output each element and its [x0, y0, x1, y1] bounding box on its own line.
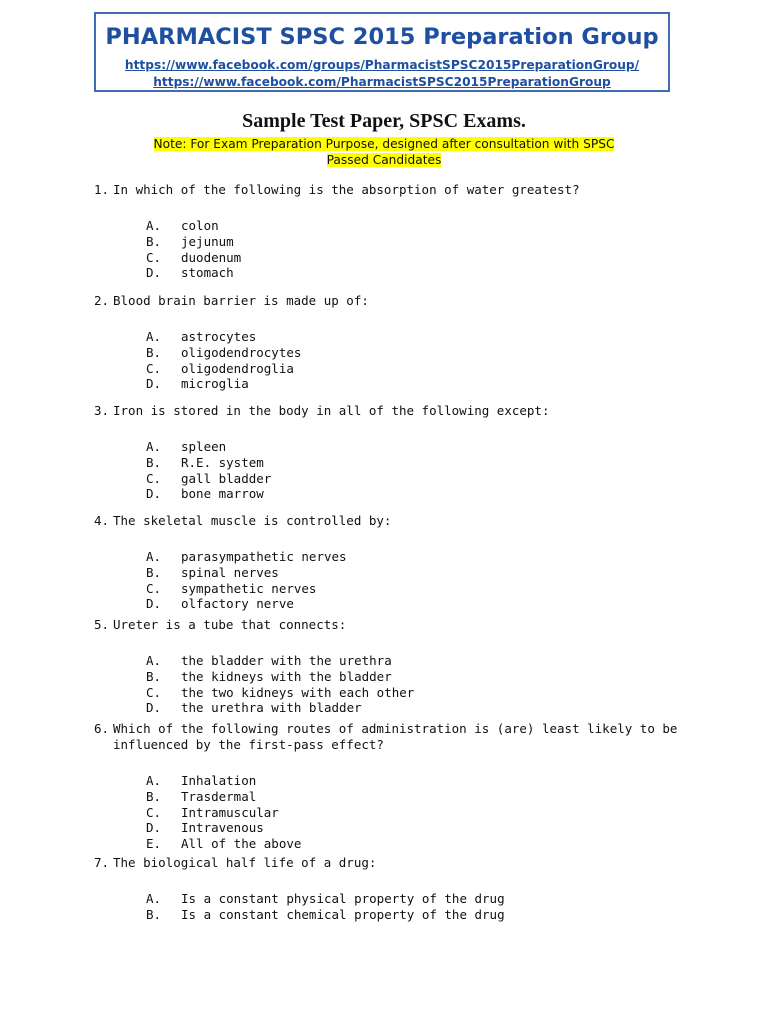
question-number: 2. [94, 293, 110, 308]
option-letter: B. [146, 906, 162, 922]
option-text: oligodendroglia [181, 360, 294, 376]
option-letter: A. [146, 439, 162, 454]
option-text: stomach [181, 265, 234, 281]
option-text: Intramuscular [181, 804, 279, 820]
option-text: colon [181, 218, 219, 233]
facebook-page-link[interactable]: https://www.facebook.com/PharmacistSPSC2015PreparationGroup [153, 75, 611, 89]
option-text: Is a constant physical property of the drug [181, 891, 505, 906]
option-text: R.E. system [181, 454, 264, 470]
note [100, 136, 668, 168]
option-letter: A. [146, 773, 162, 788]
question-number: 4. [94, 513, 110, 528]
option-letter: C. [146, 580, 162, 596]
option-letter: A. [146, 891, 162, 906]
option-text: Trasdermal [181, 788, 257, 804]
question-text: Iron is stored in the body in all of the following except: [113, 403, 550, 418]
option-letter: C. [146, 360, 162, 376]
option-letter: E. [146, 836, 162, 852]
option-text: spleen [181, 439, 227, 454]
option-letter: A. [146, 653, 162, 668]
question-number: 5. [94, 617, 110, 632]
question-number: 6. [94, 721, 110, 736]
option-text: jejunum [181, 233, 234, 249]
option-text: microglia [181, 376, 249, 392]
option-letter: D. [146, 820, 162, 836]
option-text: astrocytes [181, 329, 257, 344]
option-text: Intravenous [181, 820, 264, 836]
option-letter: B. [146, 344, 162, 360]
option-letter: D. [146, 265, 162, 281]
header-title: PHARMACIST SPSC 2015 Preparation Group [105, 24, 659, 50]
question-text: Ureter is a tube that connects: [113, 617, 347, 632]
option-letter: B. [146, 564, 162, 580]
question-text: In which of the following is the absorption of water greatest? [113, 182, 580, 197]
option-letter: C. [146, 804, 162, 820]
option-text: the urethra with bladder [181, 700, 362, 716]
facebook-group-link[interactable]: https://www.facebook.com/groups/PharmacistSPSC2015PreparationGroup/ [124, 58, 640, 72]
option-letter: D. [146, 486, 162, 502]
option-text: All of the above [181, 836, 302, 852]
option-letter: D. [146, 596, 162, 612]
question-number: 7. [94, 855, 110, 870]
question-text: The biological half life of a drug: [113, 855, 377, 870]
option-letter: B. [146, 454, 162, 470]
option-letter: C. [146, 470, 162, 486]
option-text: sympathetic nerves [181, 580, 317, 596]
option-text: gall bladder [181, 470, 272, 486]
option-text: the two kidneys with each other [181, 684, 415, 700]
question-text: The skeletal muscle is controlled by: [113, 513, 392, 528]
option-letter: D. [146, 700, 162, 716]
option-letter: C. [146, 249, 162, 265]
option-text: the bladder with the urethra [181, 653, 392, 668]
option-letter: D. [146, 376, 162, 392]
option-letter: B. [146, 668, 162, 684]
option-text: Inhalation [181, 773, 257, 788]
option-text: duodenum [181, 249, 242, 265]
option-text: Is a constant chemical property of the drug [181, 906, 505, 922]
header-box [94, 12, 670, 92]
question-text: Which of the following routes of administration is (are) least likely to be [113, 721, 678, 736]
option-text: oligodendrocytes [181, 344, 302, 360]
option-letter: A. [146, 549, 162, 564]
option-letter: B. [146, 788, 162, 804]
option-text: the kidneys with the bladder [181, 668, 392, 684]
option-text: spinal nerves [181, 564, 279, 580]
option-text: bone marrow [181, 486, 264, 502]
option-letter: A. [146, 218, 162, 233]
document-title: Sample Test Paper, SPSC Exams. [242, 110, 526, 132]
option-text: olfactory nerve [181, 596, 294, 612]
option-letter: A. [146, 329, 162, 344]
option-letter: B. [146, 233, 162, 249]
note-line-2: Passed Candidates [326, 153, 442, 167]
note-line-1: Note: For Exam Preparation Purpose, designed after consultation with SPSC [153, 137, 615, 151]
option-letter: C. [146, 684, 162, 700]
question-text: influenced by the first-pass effect? [113, 737, 384, 752]
question-number: 3. [94, 403, 110, 418]
question-number: 1. [94, 182, 110, 197]
question-text: Blood brain barrier is made up of: [113, 293, 369, 308]
option-text: parasympathetic nerves [181, 549, 347, 564]
